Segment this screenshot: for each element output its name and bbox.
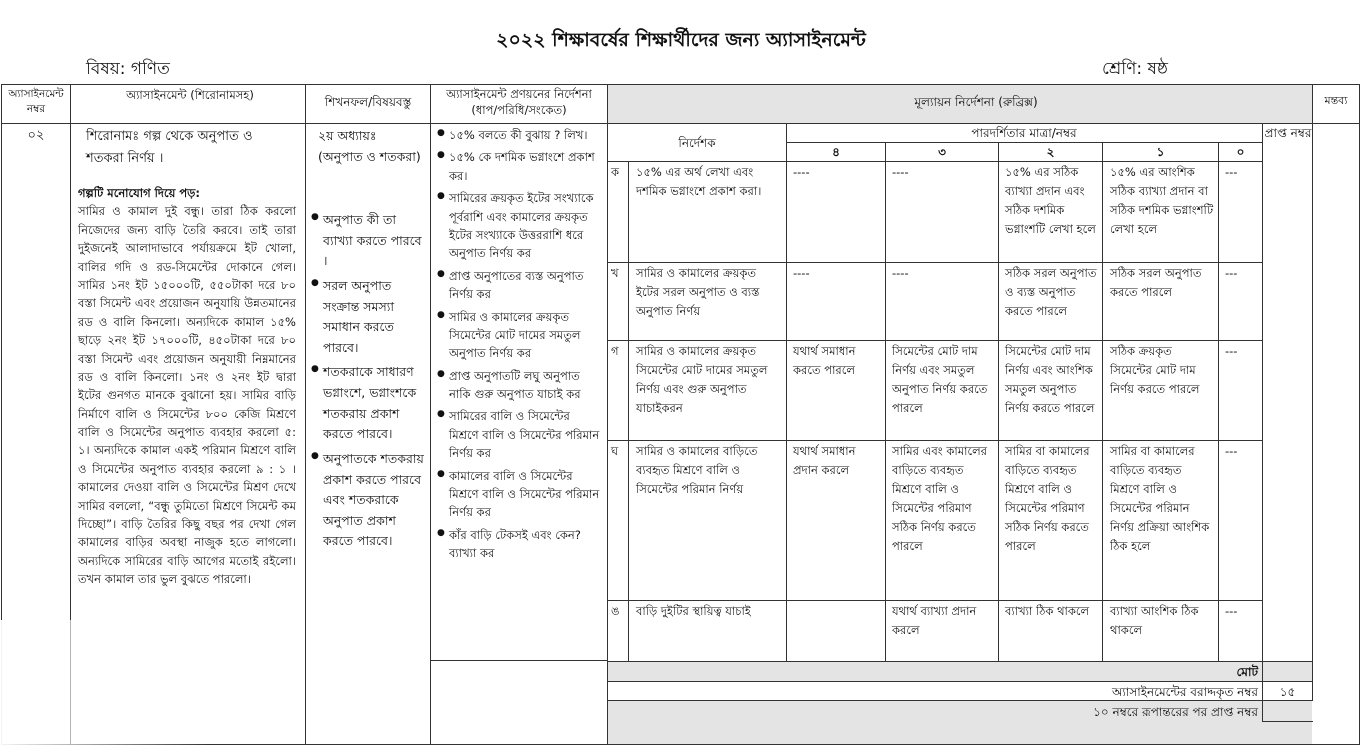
rubric-row-indicator: সামির ও কামালের বাড়িতে ব্যবহৃত মিশ্রণে বালি ও সিমেন্টের পরিমান নির্ণয় — [636, 444, 758, 496]
header-remarks: মন্তব্য — [1324, 94, 1348, 107]
rubric-row-key: ঘ — [611, 444, 619, 458]
rubric-level-4-cell: ---- — [793, 165, 810, 179]
converted-label: ১০ নম্বরে রূপান্তরের পর প্রাপ্ত নম্বর — [1093, 705, 1258, 719]
level-divider — [1102, 142, 1103, 661]
scan-fade — [0, 620, 210, 745]
subject-label: বিষয়: গণিত — [86, 59, 170, 79]
rubric-level-1-cell: সামির বা কামালের বাড়িতে ব্যবহৃত মিশ্রণে বালি ও সিমেন্টের পরিমান নির্ণয় প্রক্রিয়া আংশিক ঠিক হলে — [1110, 444, 1210, 553]
level-2-header: ২ — [1046, 145, 1055, 159]
rubric-row-key: খ — [611, 266, 619, 280]
header-proficiency: পারদর্শিতার মাত্রা/নম্বর — [971, 126, 1077, 140]
allocated-label: অ্যাসাইনমেন্টের বরাদ্দকৃত নম্বর — [1111, 685, 1258, 699]
rubric-level-1-cell: ব্যাখ্যা আংশিক ঠিক থাকলে — [1110, 604, 1199, 637]
rubric-row-indicator: সামির ও কামালের ক্রয়কৃত ইটের সরল অনুপাত ও ব্যস্ত অনুপাত নির্ণয় — [636, 266, 760, 318]
rubric-level-3-cell: সিমেন্টের মোট দাম নির্ণয় এবং সমতুল অনুপাত নির্ণয় করতে পারলে — [892, 344, 988, 415]
level-divider — [1218, 142, 1219, 661]
col-divider — [305, 84, 306, 745]
rubric-level-0-cell: --- — [1225, 344, 1238, 358]
total-row-bg — [607, 662, 1312, 681]
row-divider — [607, 440, 1263, 441]
header-indicator: নির্দেশক — [678, 136, 716, 150]
learning-outcome-item: ● সরল অনুপাত সংক্রান্ত সমস্যা সমাধান করতে পারবে। — [311, 276, 425, 359]
rubric-level-1-cell: ১৫% এর আংশিক সঠিক ব্যাখ্যা প্রদান বা সঠিক দশমিক ভগ্নাংশটি লেখা হলে — [1110, 165, 1214, 236]
class-label: শ্রেণি: ষষ্ঠ — [1102, 59, 1168, 79]
learning-outcomes — [311, 210, 425, 556]
learning-outcome-item: ● অনুপাতকে শতকরায় প্রকাশ করতে পারবে এবং শতকরাকে অনুপাত প্রকাশ করতে পারবে। — [311, 449, 425, 552]
header-learning: শিখনফল/বিষয়বস্তু — [324, 95, 412, 109]
assignment-title-line2: শতকরা নির্ণয় । — [86, 151, 164, 167]
learning-outcome-item: ● অনুপাত কী তা ব্যাখ্যা করতে পারবে । — [311, 210, 425, 272]
guideline-item: ● ১৫% কে দশমিক ভগ্নাংশে প্রকাশ কর। — [437, 148, 603, 185]
row-divider — [607, 262, 1263, 263]
story-text: সামির ও কামাল দুই বন্ধু। তারা ঠিক করলো নিজেদের জন্য বাড়ি তৈরি করবে। তাই তারা দুইজনেই আলাদাভাবে পর্যায়ক্রমে ইট খোলা, বালির গদি ও রড-সিমেন্টের দোকানে গেল। সামির ১নং ইট ১৫০০০টি, ৫৫০টাকা দরে ৮০ বস্তা সিমেন্ট এবং প্রয়োজন অনুযায়ি উন্নতমানের রড ও বালি কিনলো। অন্যদিকে কামাল ১৫% ছাড়ে ২নং ইট ১৭০০০টি, ৪৫০টাকা দরে ৮০ বস্তা সিমেন্ট এবং প্রয়োজন অনুযায়ী নিম্নমানের রড ও বালি কিনলো। ১নং ও ২নং ইট দ্বারা ইটের গুনগত মানকে বুঝানো হয়। সামির বাড়ি নির্মাণে বালি ও সিমেন্টের ৮০০ কেজি মিশ্রণে বালি ও সিমেন্টের অনুপাত ব্যবহার করলো ৫: ১। অন্যদিকে কামাল একই পরিমান মিশ্রণে বালি ও সিমেন্টের অনুপাত ব্যবহার করলো ৯ : ১ । কামালের দেওয়া বালি ও সিমেন্টের মিশ্রণ দেখে সামির বললো, “বন্ধু তুমিতো মিশ্রণে সিমেন্ট কম দিচ্ছো”। বাড়ি তৈরির কিছু বছর পর দেখা গেল কামালের বাড়ির অবস্থা নাজুক হতে লাগলো। অন্যদিকে সামিরের বাড়ি আগের মতোই রইলো। তখন কামাল তার ভুল বুঝতে পারলো। — [78, 204, 296, 587]
guidelines-list — [437, 126, 603, 567]
header-assignment: অ্যাসাইনমেন্ট (শিরোনামসহ) — [126, 88, 254, 102]
level-3-header: ৩ — [938, 145, 946, 159]
guideline-item: ● কাঁর বাড়ি টেকসই এবং কেন? ব্যাখ্যা কর — [437, 526, 603, 563]
rubric-level-1-cell: সঠিক ক্রয়কৃত সিমেন্টের মোট দাম নির্ণয় করতে পারলে — [1110, 344, 1200, 396]
rubric-level-3-cell: সামির এবং কামালের বাড়িতে ব্যবহৃত মিশ্রণে বালি ও সিমেন্টের পরিমাণ সঠিক নির্ণয় করতে পারলে — [892, 444, 987, 553]
total-label: মোট — [1236, 665, 1258, 679]
header-guidelines: অ্যাসাইনমেন্ট প্রণয়নের নির্দেশনা (ধাপ/পরিধি/সংকেত) — [446, 87, 592, 118]
guideline-item: ● কামালের বালি ও সিমেন্টের মিশ্রণে বালি ও সিমেন্টের পরিমান নির্ণয় কর — [437, 467, 603, 522]
assignment-title — [86, 126, 296, 170]
learning-outcome-item: ● শতকরাকে সাধারণ ভগ্নাংশে, ভগ্নাংশকে শতকরায় প্রকাশ করতে পারবে। — [311, 362, 425, 445]
col-divider — [430, 84, 431, 745]
col-divider — [1312, 84, 1313, 701]
rubric-level-0-cell: --- — [1225, 604, 1238, 618]
guideline-bottom-border — [430, 660, 608, 661]
level-4-header: ৪ — [832, 145, 840, 159]
guideline-item: ● সামিরের বালি ও সিমেন্টের মিশ্রণে বালি ও সিমেন্টের পরিমান নির্ণয় কর — [437, 407, 603, 462]
rubric-row-indicator: সামির ও কামালের ক্রয়কৃত সিমেন্টের মোট দামের সমতুল নির্ণয় এবং গুরু অনুপাত যাচাইকরন — [636, 344, 768, 415]
rubric-row-key: গ — [611, 344, 619, 358]
rubric-level-2-cell: সামির বা কামালের বাড়িতে ব্যবহৃত মিশ্রণে বালি ও সিমেন্টের পরিমাণ সঠিক নির্ণয় করতে পারলে — [1005, 444, 1090, 553]
rubric-level-3-cell: যথার্থ ব্যাখ্যা প্রদান করলে — [892, 604, 977, 637]
level-divider — [998, 142, 999, 661]
level-divider — [786, 123, 787, 661]
header-assignment-no: অ্যাসাইনমেন্ট নম্বর — [8, 88, 64, 116]
rubric-level-0-cell: --- — [1225, 444, 1238, 458]
col-divider — [607, 84, 608, 745]
rubric-level-2-cell: সিমেন্টের মোট দাম নির্ণয় এবং আংশিক সমতুল অনুপাত নির্ণয় করতে পারলে — [1005, 344, 1095, 415]
story-block — [78, 184, 296, 589]
allocated-value: ১৫ — [1279, 685, 1296, 699]
rubric-level-2-cell: ১৫% এর সঠিক ব্যাখ্যা প্রদান এবং সঠিক দশমিক ভগ্নাংশটি লেখা হলে — [1005, 165, 1096, 236]
story-lead: গল্পটি মনোযোগ দিয়ে পড়: — [78, 186, 200, 200]
guideline-item: ● প্রাপ্ত অনুপাতটি লঘু অনুপাত নাকি গুরু অনুপাত যাচাই কর — [437, 367, 603, 404]
rubric-row-indicator: ১৫% এর অর্থ লেখা এবং দশমিক ভগ্নাংশে প্রকাশ করা। — [636, 165, 762, 198]
level-header-bottom — [607, 161, 1263, 162]
rubric-row-key: ক — [611, 165, 620, 179]
row-divider — [607, 340, 1263, 341]
guideline-item: ● ১৫% বলতে কী বুঝায় ? লিখ। — [437, 126, 603, 144]
header-rubric: মূল্যায়ন নির্দেশনা (রুব্রিক্স) — [914, 95, 1038, 109]
rubric-level-3-cell: ---- — [892, 165, 909, 179]
level-0-header: ০ — [1236, 145, 1245, 159]
row-divider — [607, 661, 1313, 662]
rubric-level-4-cell: যথার্থ সমাধান প্রদান করলে — [793, 444, 856, 477]
page-title: ২০২২ শিক্ষাবর্ষের শিক্ষার্থীদের জন্য অ্যাসাইনমেন্ট — [496, 29, 866, 51]
rubric-level-0-cell: --- — [1225, 165, 1238, 179]
key-divider — [628, 161, 629, 661]
guideline-item: ● সামিরের ক্রয়কৃত ইটের সংখ্যাকে পূর্বরাশি এবং কামালের ক্রয়কৃত ইটের সংখ্যাকে উত্তররাশি ধরে অনুপাত নির্ণয় কর — [437, 189, 603, 263]
level-1-header: ১ — [1156, 145, 1165, 159]
row-divider — [1262, 721, 1313, 722]
assignment-number: ০২ — [27, 128, 45, 143]
table-right-border — [1359, 84, 1360, 745]
rubric-level-4-cell: ---- — [793, 266, 810, 280]
obtained-divider — [1262, 123, 1263, 721]
rubric-row-indicator: বাড়ি দুইটির স্থায়িত্ব যাচাই — [636, 604, 751, 618]
rubric-level-2-cell: সঠিক সরল অনুপাত ও ব্যস্ত অনুপাত করতে পারলে — [1005, 266, 1097, 318]
guideline-item: ● সামির ও কামালের ক্রয়কৃত সিমেন্টের মোট দামের সমতুল অনুপাত নির্ণয় কর — [437, 308, 603, 363]
level-divider — [885, 142, 886, 661]
rubric-level-3-cell: ---- — [892, 266, 909, 280]
rubric-level-1-cell: সঠিক সরল অনুপাত করতে পারলে — [1110, 266, 1202, 299]
table-top-border — [1, 84, 1360, 85]
row-divider — [607, 681, 1313, 682]
assignment-title-line1: শিরোনামঃ গল্প থেকে অনুপাত ও — [86, 129, 253, 144]
header-obtained: প্রাপ্ত নম্বর — [1264, 126, 1312, 140]
rubric-level-2-cell: ব্যাখ্যা ঠিক থাকলে — [1005, 604, 1090, 618]
learning-chapter: ২য় অধ্যায়ঃ (অনুপাত ও শতকরা) — [318, 128, 421, 164]
row-divider — [607, 600, 1263, 601]
rubric-level-4-cell: যথার্থ সমাধান করতে পারলে — [793, 344, 856, 377]
rubric-row-key: ঙ — [611, 604, 620, 618]
guideline-item: ● প্রাপ্ত অনুপাতের ব্যস্ত অনুপাত নির্ণয় কর — [437, 267, 603, 304]
rubric-level-0-cell: --- — [1225, 266, 1238, 280]
